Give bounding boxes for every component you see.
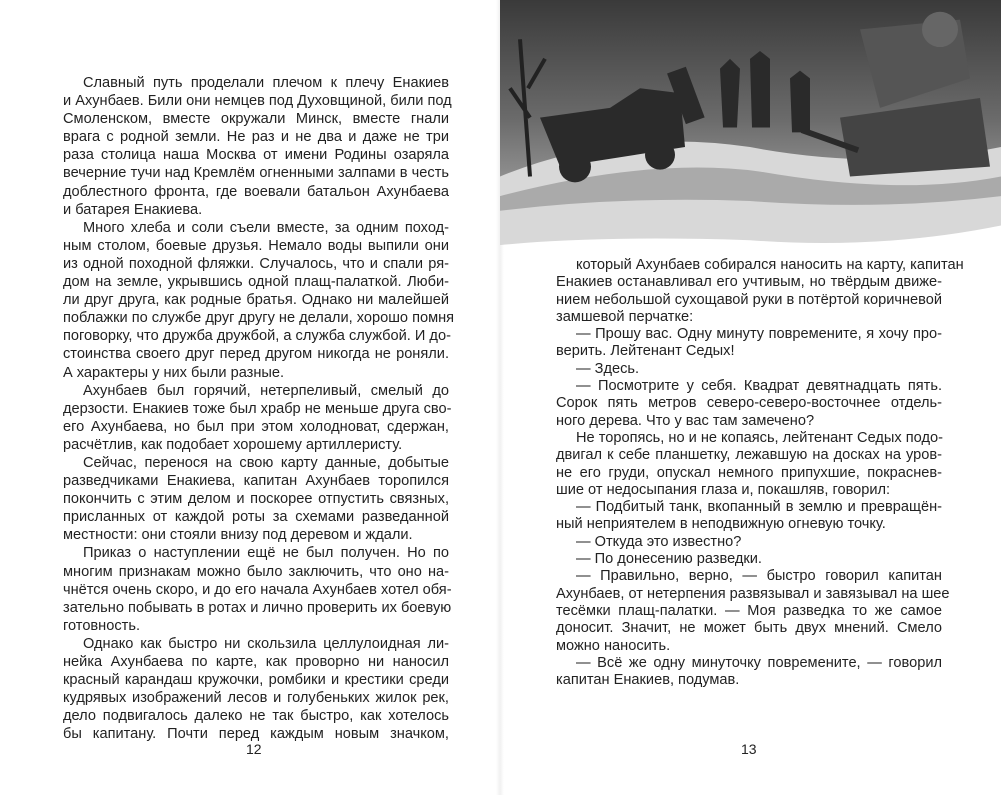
right-page [500, 0, 1001, 795]
text-line: — Посмотрите у себя. Квадрат девятнадцать пять. [576, 378, 942, 395]
page-number: 13 [741, 741, 757, 757]
text-line: вечерние тучи над Кремлём огненными залпами в честь [63, 165, 449, 182]
page-number: 12 [246, 741, 262, 757]
text-line: Славный путь проделали плечом к плечу Енакиев [83, 75, 449, 91]
text-line: многим признакам можно было заключить, что оно на- [63, 563, 449, 580]
text-line: Сейчас, перенося на свою карту данные, добытые [83, 454, 449, 471]
text-line: раза столица наша Москва от имени Родины озаряла [63, 147, 449, 164]
text-line: Сорок пять метров северо-северо-восточнее отдель- [556, 395, 942, 412]
text-line: Однако как быстро ни скользила целлулоидная ли- [83, 635, 449, 652]
text-line: его Ахунбаева, но был при этом холодноват, сдержан, [63, 418, 449, 435]
text-line: не его груди, опускал немного припухшие, покраснев- [556, 464, 942, 481]
text-line: ным столом, боевые друзья. Немало воды выпили они [63, 237, 449, 254]
text-line: врага с родной земли. Не раз и не два и даже не три [63, 129, 449, 146]
text-line: ный неприятелем в неподвижную огневую точку. [556, 516, 886, 533]
text-line: — Прошу вас. Одну минуту повремените, я хочу про- [576, 326, 942, 343]
text-line: кудрявых изображений лесов и голубеньких жилок рек, [63, 690, 449, 707]
left-page-text [63, 74, 455, 743]
text-line: Ахунбаев, от нетерпения развязывал и завязывал на шее [556, 585, 950, 602]
text-line: — Здесь. [576, 360, 640, 377]
text-line: стоинства своего друг перед другом никогда не роняли. [63, 346, 449, 363]
text-line: замшевой перчатке: [556, 308, 694, 325]
text-line: и батарея Енакиева. [63, 201, 203, 218]
text-line: готовность. [63, 617, 141, 634]
text-line: — Подбитый танк, вкопанный в землю и превращён- [576, 499, 942, 516]
text-line: чнётся очень скоро, и до его начала Ахунбаев хотел обя- [63, 581, 452, 598]
text-line: бы капитану. Почти перед каждым новым значком, [63, 726, 449, 743]
text-line: поговорку, что дружба дружбой, а служба службой. И до- [63, 328, 451, 345]
text-line: разведчиками Енакиева, капитан Ахунбаев торопился [63, 473, 449, 490]
text-line: красный карандаш кружочки, ромбики и крестики среди [63, 672, 449, 689]
text-line: и Ахунбаев. Били они немцев под Духовщиной, били под [63, 93, 452, 110]
text-line: дело подвигалось далеко не так быстро, как хотелось [63, 708, 449, 725]
text-line: Ахунбаев был горячий, нетерпеливый, смелый до [83, 382, 449, 399]
text-line: покончить с этим делом и поскорее отпустить связных, [63, 491, 449, 508]
text-line: — Всё же одну минуточку повремените, — говорил [576, 654, 942, 671]
text-line: верить. Лейтенант Седых! [556, 343, 735, 360]
text-line: дом на земле, укрывшись одной плащ-палаткой. Люби- [63, 274, 449, 291]
text-line: зательно побывать в ротах и лично проверить их боевую [63, 599, 452, 616]
text-line: двигал к себе планшетку, лежавшую на досках на уров- [556, 447, 942, 464]
text-line: местности: они стояли внизу под деревом и ждали. [63, 527, 413, 544]
text-line: расчётлив, как подобает хорошему артиллеристу. [63, 436, 403, 453]
text-line: Приказ о наступлении ещё не был получен. Но по [83, 545, 449, 562]
text-line: присланных от каждой роты за схемами разведанной [63, 509, 449, 526]
text-line: дерзости. Енакиев тоже был храбр не меньше друга сво- [63, 400, 452, 417]
left-page [0, 0, 500, 795]
text-line: ного дерева. Что у вас там замечено? [556, 412, 815, 429]
text-line: — Откуда это известно? [576, 533, 742, 550]
text-line: А характеры у них были разные. [63, 364, 285, 381]
text-line: — Правильно, верно, — быстро говорил капитан [576, 568, 942, 585]
text-line: ли друг друга, как родные братья. Однако ни малейшей [63, 292, 449, 309]
text-line: капитан Енакиев, подумав. [556, 672, 740, 689]
text-line: нием небольшой сухощавой руки в потёртой коричневой [556, 291, 942, 308]
text-line: который Ахунбаев собирался наносить на карту, капитан [576, 257, 964, 273]
war-scene-illustration [500, 0, 1001, 250]
text-line: нейка Ахунбаева по карте, как проворно ни наносил [63, 654, 449, 670]
text-line: — По донесению разведки. [576, 551, 762, 568]
text-line: Не торопясь, но и не копаясь, лейтенант Седых подо- [576, 429, 943, 446]
right-page-text [556, 257, 964, 689]
text-line: доблестного фронта, где воевали батальон Ахунбаева [63, 183, 449, 200]
text-line: доносит. Значит, не может быть двух мнений. Смело [556, 620, 942, 637]
text-line: Енакиев останавливал его учтивым, но твёрдым движе- [556, 274, 942, 291]
text-line: Смоленском, вместе окружали Минск, вместе гнали [63, 111, 449, 128]
text-line: поблажки по службе друг другу не делали, хорошо помня [63, 310, 455, 327]
text-line: тесёмки плащ-палатки. — Моя разведка то же самое [556, 602, 942, 619]
text-line: из одной походной фляжки. Случалось, что и спали ря- [63, 255, 449, 272]
text-line: Много хлеба и соли съели вместе, за одним поход- [83, 219, 449, 236]
text-line: шие от недосыпания глаза и, покашляв, говорил: [556, 481, 891, 498]
text-line: можно наносить. [556, 637, 671, 654]
